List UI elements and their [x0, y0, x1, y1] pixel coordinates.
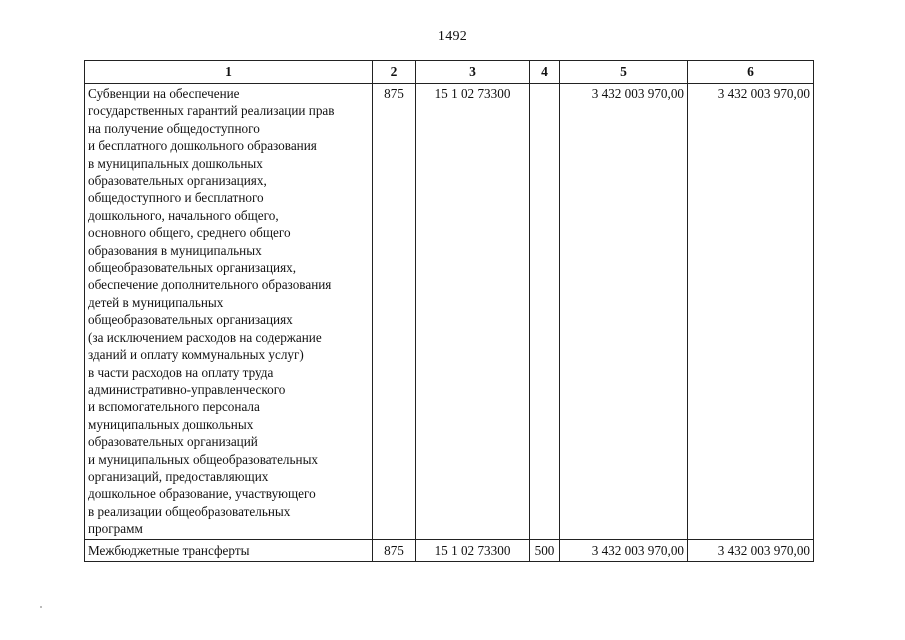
- table-row: [85, 539, 814, 561]
- cell-amount-1: 3 432 003 970,00: [560, 84, 688, 540]
- description-line: общеобразовательных организациях,: [88, 260, 297, 276]
- cell-expense-type: [530, 84, 560, 540]
- cell-target-article: 15 1 02 73300: [416, 539, 530, 561]
- row-description: Межбюджетные трансферты: [85, 539, 373, 561]
- row-description: [85, 84, 373, 540]
- description-line: муниципальных дошкольных: [88, 416, 254, 432]
- header-col-2: 2: [373, 61, 416, 84]
- header-col-4: 4: [530, 61, 560, 84]
- description-line: в муниципальных дошкольных: [88, 155, 263, 171]
- description-line: Субвенции на обеспечение: [88, 86, 240, 101]
- cell-ministry-code: 875: [373, 84, 416, 540]
- description-line: (за исключением расходов на содержание: [88, 329, 322, 345]
- description-line: образования в муниципальных: [88, 242, 262, 258]
- description-line: образовательных организациях,: [88, 173, 267, 189]
- cell-amount-2: 3 432 003 970,00: [688, 539, 814, 561]
- header-col-6: 6: [688, 61, 814, 84]
- description-line: дошкольного, начального общего,: [88, 207, 279, 223]
- description-line: и бесплатного дошкольного образования: [88, 138, 317, 154]
- cell-ministry-code: 875: [373, 539, 416, 561]
- description-line: обеспечение дополнительного образования: [88, 277, 332, 293]
- description-line: в реализации общеобразовательных: [88, 503, 291, 519]
- description-line: программ: [88, 521, 143, 537]
- header-col-5: 5: [560, 61, 688, 84]
- header-col-1: 1: [85, 61, 373, 84]
- page-number: 1492: [437, 29, 468, 44]
- description-line: государственных гарантий реализации прав: [88, 103, 335, 119]
- cell-target-article: 15 1 02 73300: [416, 84, 530, 540]
- scan-artifact: [40, 606, 42, 608]
- description-line: на получение общедоступного: [88, 120, 260, 136]
- description-line: зданий и оплату коммунальных услуг): [88, 347, 304, 363]
- header-col-3: 3: [416, 61, 530, 84]
- description-line: административно-управленческого: [88, 381, 286, 397]
- description-line: дошкольное образование, участвующего: [88, 486, 316, 502]
- cell-amount-2: 3 432 003 970,00: [688, 84, 814, 540]
- description-line: в части расходов на оплату труда: [88, 364, 274, 380]
- description-line: основного общего, среднего общего: [88, 225, 291, 241]
- cell-expense-type: 500: [530, 539, 560, 561]
- description-line: и вспомогательного персонала: [88, 399, 260, 415]
- description-line: организаций, предоставляющих: [88, 468, 269, 484]
- budget-table: [84, 60, 814, 562]
- cell-amount-1: 3 432 003 970,00: [560, 539, 688, 561]
- description-line: общеобразовательных организациях: [88, 312, 293, 328]
- description-line: образовательных организаций: [88, 434, 258, 450]
- description-line: и муниципальных общеобразовательных: [88, 451, 319, 467]
- description-line: детей в муниципальных: [88, 294, 224, 310]
- table-header-row: [85, 61, 814, 84]
- description-line: общедоступного и бесплатного: [88, 190, 264, 206]
- table-row: [85, 84, 814, 540]
